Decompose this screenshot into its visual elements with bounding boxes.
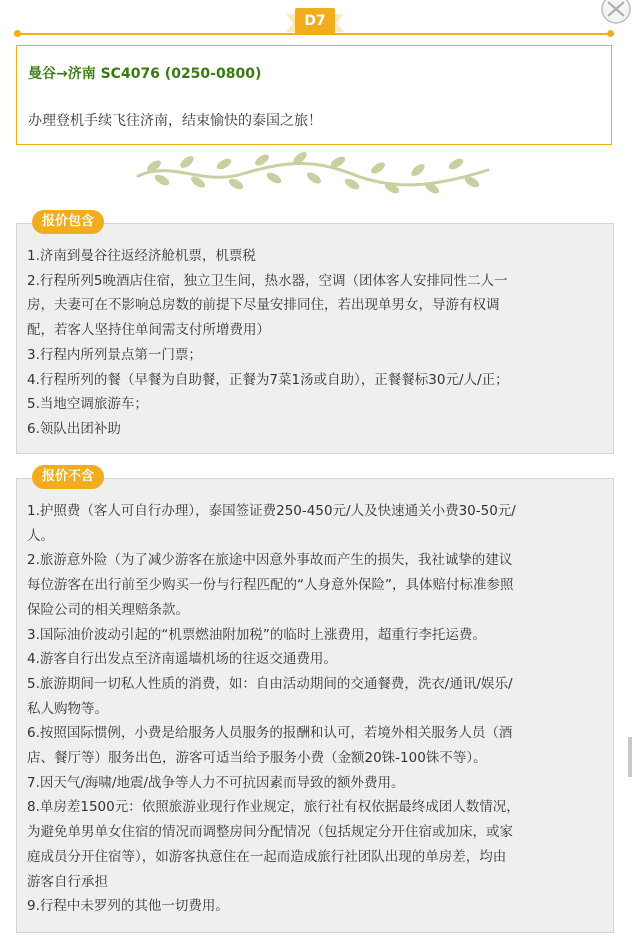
flight-title: 曼谷→济南 SC4076 (0250-0800) bbox=[28, 66, 262, 82]
included-box bbox=[16, 214, 614, 454]
day-header bbox=[14, 2, 614, 42]
included-item: 6.领队出团补助 bbox=[27, 420, 121, 437]
excluded-list bbox=[27, 499, 603, 919]
excluded-item: 为避免单男单女住宿的情况而调整房间分配情况（包括规定分开住宿或加床，或家 bbox=[27, 824, 513, 841]
excluded-tag: 报价不含 bbox=[32, 465, 104, 489]
excluded-item: 每位游客在出行前至少购买一份与行程匹配的“人身意外保险”，具体赔付标准参照 bbox=[27, 577, 514, 594]
included-item: 4.行程所列的餐（早餐为自助餐，正餐为7菜1汤或自助），正餐餐标30元/人/正； bbox=[27, 371, 509, 388]
included-list bbox=[27, 244, 603, 442]
included-tag: 报价包含 bbox=[32, 210, 104, 234]
excluded-item: 庭成员分开住宿等），如游客执意住在一起而造成旅行社团队出现的单房差，均由 bbox=[27, 848, 507, 865]
excluded-item: 5.旅游期间一切私人性质的消费，如：自由活动期间的交通餐费，洗衣/通讯/娱乐/ bbox=[27, 675, 513, 692]
excluded-item: 2.旅游意外险（为了减少游客在旅途中因意外事故而产生的损失，我社诚挚的建议 bbox=[27, 552, 513, 569]
excluded-item: 人。 bbox=[27, 527, 54, 544]
excluded-item: 7.因天气/海啸/地震/战争等人力不可抗因素而导致的额外费用。 bbox=[27, 774, 405, 791]
included-item: 2.行程所列5晚酒店住宿，独立卫生间，热水器，空调（团体客人安排同性二人一 bbox=[27, 272, 508, 289]
included-item: 房，夫妻可在不影响总房数的前提下尽量安排同住，若出现单男女，导游有权调 bbox=[27, 297, 500, 314]
excluded-item: 6.按照国际惯例，小费是给服务人员服务的报酬和认可，若境外相关服务人员（酒 bbox=[27, 725, 513, 742]
excluded-item: 游客自行承担 bbox=[27, 873, 108, 890]
excluded-item: 店、餐厅等）服务出色，游客可适当给予服务小费（金额20铢-100铢不等）。 bbox=[27, 750, 487, 767]
flight-info-box bbox=[16, 45, 612, 145]
excluded-item: 1.护照费（客人可自行办理），泰国签证费250-450元/人及快速通关小费30-50元/ bbox=[27, 503, 516, 519]
flight-description: 办理登机手续飞往济南，结束愉快的泰国之旅！ bbox=[28, 113, 322, 129]
close-icon bbox=[600, 0, 632, 24]
day-header-right-dot bbox=[607, 30, 614, 37]
excluded-item: 私人购物等。 bbox=[27, 700, 108, 717]
excluded-item: 4.游客自行出发点至济南遥墙机场的往返交通费用。 bbox=[27, 651, 337, 668]
vine-divider-icon bbox=[132, 150, 494, 196]
close-button[interactable] bbox=[600, 0, 632, 24]
included-item: 5.当地空调旅游车； bbox=[27, 396, 148, 413]
excluded-item: 8.单房差1500元：依照旅游业现行作业规定，旅行社有权依据最终成团人数情况， bbox=[27, 799, 520, 816]
included-item: 配，若客人坚持住单间需支付所增费用） bbox=[27, 322, 270, 339]
included-item: 3.行程内所列景点第一门票； bbox=[27, 346, 202, 363]
excluded-item: 3.国际油价波动引起的“机票燃油附加税”的临时上涨费用，超重行李托运费。 bbox=[27, 626, 486, 643]
excluded-box bbox=[16, 469, 614, 933]
excluded-item: 9.行程中未罗列的其他一切费用。 bbox=[27, 898, 229, 915]
day-header-left-dot bbox=[14, 30, 21, 37]
excluded-item: 保险公司的相关理赔条款。 bbox=[27, 601, 189, 618]
included-item: 1.济南到曼谷往返经济舱机票，机票税 bbox=[27, 248, 256, 264]
day-badge: D7 bbox=[295, 8, 335, 34]
scrollbar-thumb[interactable] bbox=[628, 737, 632, 777]
